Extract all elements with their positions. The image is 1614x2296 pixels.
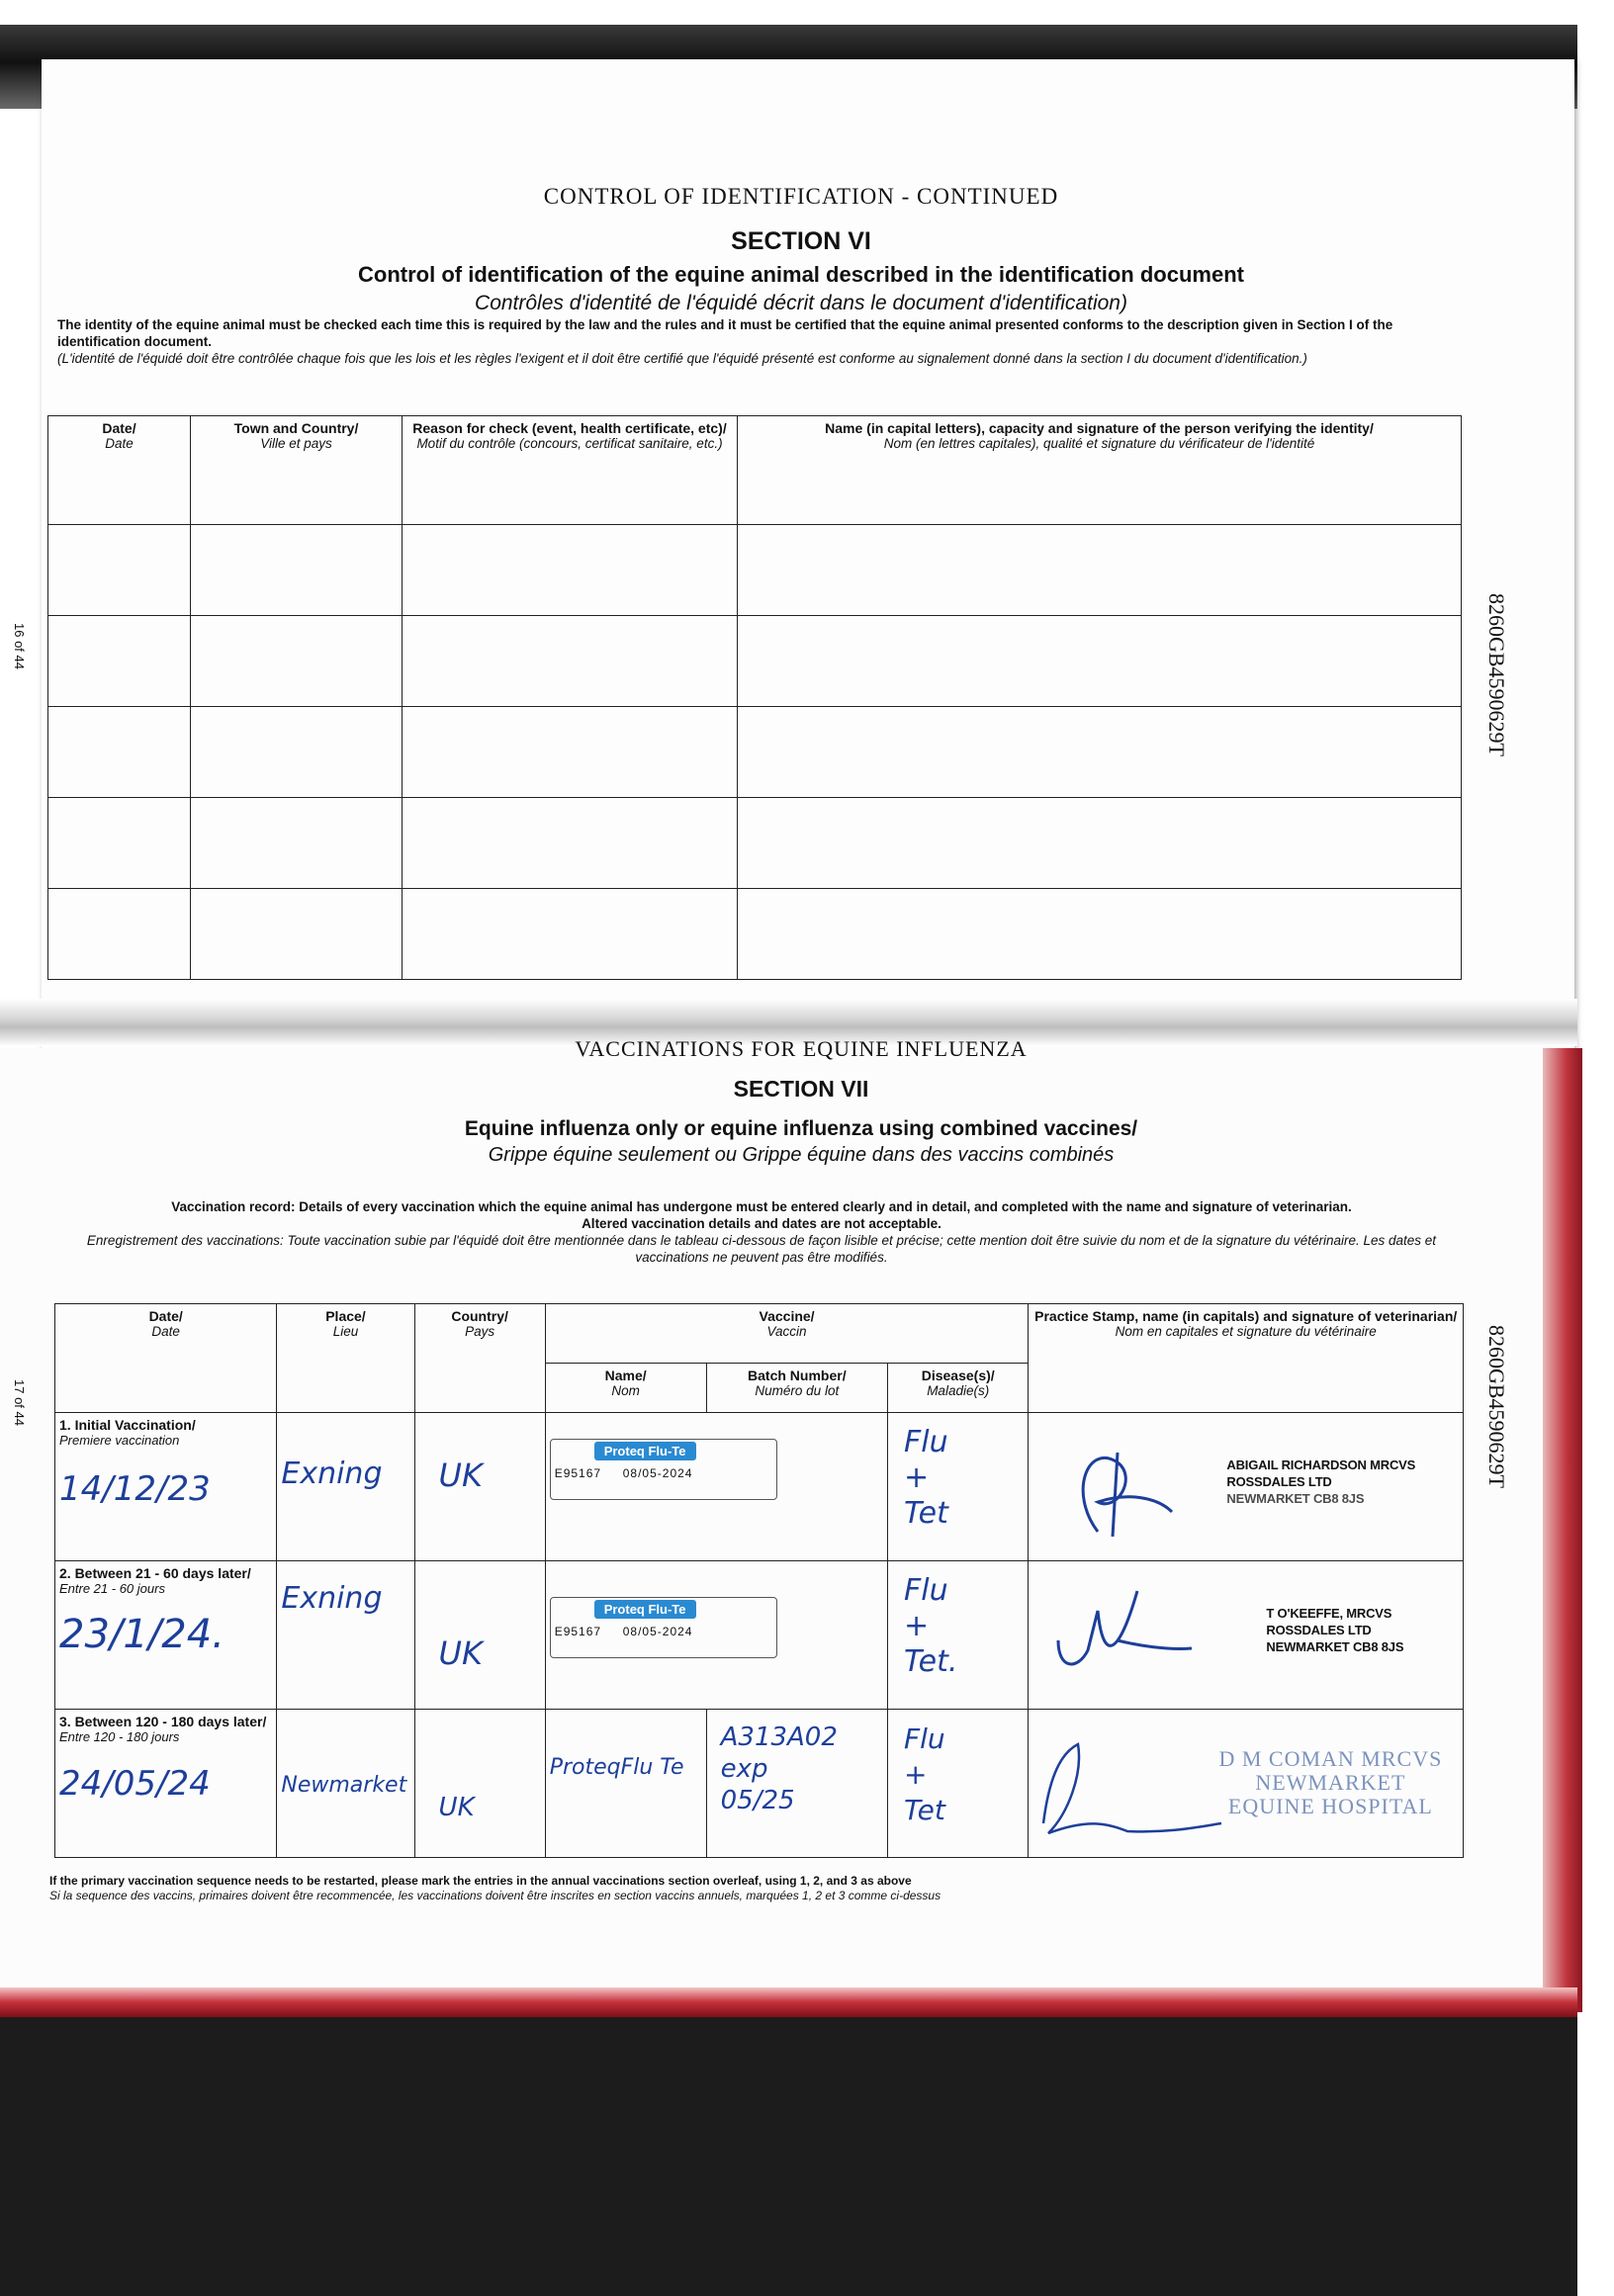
section-vi-note [57, 316, 1442, 367]
batch-exp-label: exp [720, 1754, 768, 1784]
passport-cover-edge [1543, 1048, 1582, 2012]
section-vi-note-en: The identity of the equine animal must be checked each time this is required by the law and the rules and it must be certified that the equine animal presented conforms to the description given in Section I of the identification document. [57, 317, 1393, 349]
table-row [55, 1413, 1464, 1561]
table-row [55, 1710, 1464, 1858]
section-vii-footer [49, 1874, 1434, 1903]
table-row [48, 525, 1462, 616]
vacc-date-cell: 3. Between 120 - 180 days later/ Entre 120 - 180 jours 24/05/24 [55, 1710, 277, 1858]
stamp-line-1: D M COMAN MRCVS [1218, 1746, 1443, 1771]
section-vi-title-fr: Contrôles d'identité de l'équidé décrit dans le document d'identification) [475, 292, 1127, 314]
identification-check-table [47, 415, 1462, 980]
signature-3 [1029, 1724, 1226, 1843]
scanner-background [0, 2017, 1577, 2296]
practice-stamp-cell [1029, 1710, 1464, 1858]
stamp-line-3: NEWMARKET CB8 8JS [1226, 1491, 1365, 1506]
passport-id-bottom: 8260GB4590629T [1484, 1325, 1509, 1488]
vaccine-lot: E95167 [554, 1466, 602, 1480]
vaccine-lot: E95167 [554, 1625, 602, 1638]
stamp-line-1: ABIGAIL RICHARDSON MRCVS [1226, 1457, 1416, 1472]
signature-1 [1058, 1433, 1177, 1542]
vacc-date-cell: 1. Initial Vaccination/ Premiere vaccination 14/12/23 [55, 1413, 277, 1561]
stamp-line-2: NEWMARKET [1255, 1770, 1406, 1795]
batch-number: A313A02 [720, 1722, 838, 1752]
footer-en: If the primary vaccination sequence needs to be restarted, please mark the entries in the annual vaccinations section overleaf, using 1, 2, and 3 as above [49, 1874, 912, 1888]
col-reason: Reason for check (event, health certificate, etc)/ Motif du contrôle (concours, certificat sanitaire, etc.) [403, 416, 738, 525]
section-vi-header: CONTROL OF IDENTIFICATION - CONTINUED [543, 184, 1059, 209]
col-date: Date/ Date [48, 416, 191, 525]
page-number-17: 17 of 44 [12, 1379, 27, 1426]
stamp-line-3: EQUINE HOSPITAL [1227, 1794, 1433, 1818]
vaccine-exp: 08/05-2024 [622, 1466, 693, 1480]
table-row [48, 707, 1462, 798]
signature-2 [1038, 1571, 1197, 1680]
vacc-country: UK [438, 1457, 483, 1494]
vaccine-brand: Proteq Flu-Te [594, 1600, 696, 1619]
col-batch: Batch Number/ Numéro du lot [706, 1364, 887, 1413]
stamp-line-1: T O'KEEFFE, MRCVS [1266, 1606, 1392, 1621]
vacc-date: 24/05/24 [59, 1764, 211, 1804]
table-row [48, 616, 1462, 707]
col-country: Country/ Pays [414, 1304, 545, 1413]
section-vii-title-fr: Grippe équine seulement ou Grippe équine dans des vaccins combinés [488, 1144, 1115, 1166]
vacc-country: UK [438, 1634, 483, 1672]
table-row [48, 798, 1462, 889]
vacc-vaccine-name: ProteqFlu Te [549, 1755, 684, 1780]
table-row [48, 889, 1462, 980]
stamp-line-2: ROSSDALES LTD [1226, 1474, 1332, 1489]
disease-cell: Flu + Tet [888, 1413, 1029, 1561]
section-vi-note-fr: (L'identité de l'équidé doit être contrôlée chaque fois que les lois et les règles l'exigent et il doit être certifié que l'équidé présenté est conforme au signalement donné dans la section I du document d'identification.) [57, 351, 1307, 366]
note-fr: Enregistrement des vaccinations: Toute vaccination subie par l'équidé doit être mentionnée dans le tableau ci-dessous de façon lisible et précise; cette mention doit être suivie du nom et de la signature du vétérinaire. Les dates et vaccinations ne peuvent pas être modifiés. [86, 1233, 1437, 1265]
disease-cell: Flu + Tet [888, 1710, 1029, 1858]
batch-cell [706, 1710, 887, 1858]
vacc-date: 14/12/23 [59, 1469, 211, 1509]
col-place: Place/ Lieu [277, 1304, 414, 1413]
footer-fr: Si la sequence des vaccins, primaires doivent être recommencée, les vaccinations doivent être inscrites en section vaccins annuels, marquées 1, 2 et 3 comme ci-dessus [49, 1889, 942, 1902]
page-number-16: 16 of 44 [12, 623, 27, 669]
vaccine-label-sticker [545, 1561, 887, 1710]
col-practice-stamp: Practice Stamp, name (in capitals) and signature of veterinarian/ Nom en capitales et signature du vétérinaire [1029, 1304, 1464, 1413]
vacc-date-cell: 2. Between 21 - 60 days later/ Entre 21 - 60 jours 23/1/24. [55, 1561, 277, 1710]
vaccine-exp: 08/05-2024 [622, 1625, 693, 1638]
stamp-line-3: NEWMARKET CB8 8JS [1266, 1639, 1404, 1654]
vacc-place: Newmarket [281, 1773, 407, 1798]
disease-cell: Flu + Tet. [888, 1561, 1029, 1710]
col-town-country: Town and Country/ Ville et pays [191, 416, 403, 525]
vacc-place: Exning [281, 1581, 383, 1616]
note-en: Details of every vaccination which the equine animal has undergone must be entered clearly and in detail, and completed with the name and signature of veterinarian. [299, 1199, 1352, 1214]
passport-id-top: 8260GB4590629T [1484, 593, 1509, 756]
vacc-place: Exning [281, 1457, 383, 1491]
section-vii-header: VACCINATIONS FOR EQUINE INFLUENZA [575, 1036, 1028, 1061]
section-vi-title-en: Control of identification of the equine animal described in the identification document [358, 262, 1244, 287]
vacc-date: 23/1/24. [59, 1612, 224, 1657]
vaccination-table [54, 1303, 1464, 1858]
section-vi-number: SECTION VI [731, 227, 871, 255]
stamp-line-2: ROSSDALES LTD [1266, 1623, 1372, 1637]
col-vaccine: Vaccine/ Vaccin [545, 1304, 1029, 1364]
vaccine-brand: Proteq Flu-Te [594, 1442, 696, 1460]
note-label: Vaccination record: [171, 1199, 296, 1214]
section-vii-number: SECTION VII [733, 1076, 869, 1102]
practice-stamp-cell [1029, 1413, 1464, 1561]
vaccine-label-sticker [545, 1413, 887, 1561]
section-vii-title-en: Equine influenza only or equine influenza using combined vaccines/ [464, 1117, 1138, 1140]
table-row [55, 1561, 1464, 1710]
section-vii-note [69, 1198, 1454, 1266]
col-vacc-date: Date/ Date [55, 1304, 277, 1413]
col-disease: Disease(s)/ Maladie(s) [888, 1364, 1029, 1413]
col-vaccine-name: Name/ Nom [545, 1364, 706, 1413]
note-en-2: Altered vaccination details and dates are not acceptable. [582, 1216, 942, 1231]
batch-exp: 05/25 [720, 1786, 795, 1815]
col-verifier: Name (in capital letters), capacity and signature of the person verifying the identity/ Nom (en lettres capitales), qualité et signature du vérificateur de l'identité [738, 416, 1462, 525]
vacc-country: UK [438, 1793, 475, 1822]
passport-cover-bottom [0, 1987, 1577, 2017]
practice-stamp-cell [1029, 1561, 1464, 1710]
